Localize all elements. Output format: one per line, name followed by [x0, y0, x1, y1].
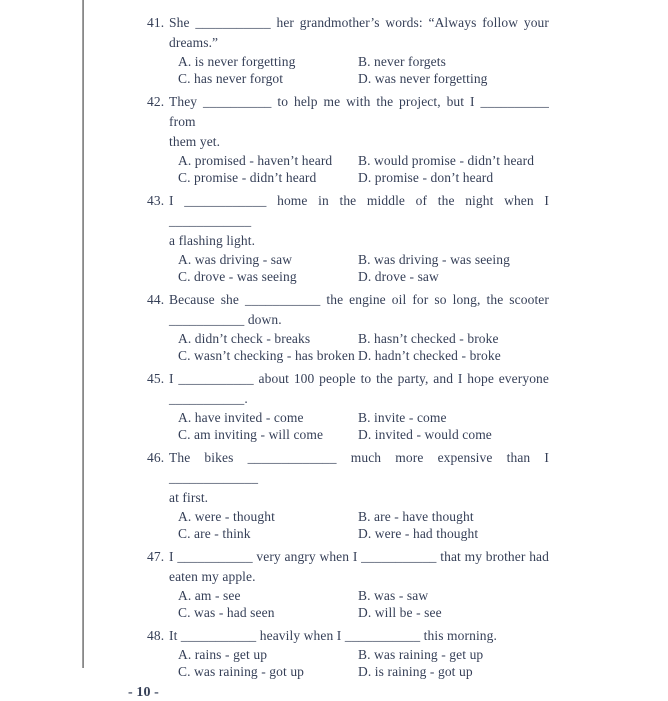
question-number: 43.	[147, 193, 165, 208]
option-b: B. hasn’t checked - broke	[358, 331, 499, 346]
question-number: 47.	[147, 549, 165, 564]
option-d: D. will be - see	[358, 605, 442, 620]
question-stem	[147, 290, 549, 330]
options-row	[178, 646, 549, 663]
question-43	[147, 191, 549, 285]
question-stem	[147, 13, 549, 53]
options-row	[178, 251, 549, 268]
stem-line-1: I ___________ about 100 people to the party, and I hope everyone	[169, 371, 549, 386]
option-b: B. would promise - didn’t heard	[358, 153, 535, 168]
question-48	[147, 626, 549, 680]
option-d: D. invited - would come	[358, 427, 492, 442]
question-number: 46.	[147, 450, 165, 465]
stem-line-1: She ___________ her grandmother’s words: “Always follow your	[169, 15, 549, 30]
question-number: 48.	[147, 628, 165, 643]
option-d: D. hadn’t checked - broke	[358, 348, 501, 363]
options-row	[178, 525, 549, 542]
options	[147, 152, 549, 186]
option-a: A. promised - haven’t heard	[178, 153, 333, 168]
options	[147, 508, 549, 542]
options-row	[178, 53, 549, 70]
options	[147, 330, 549, 364]
question-stem	[147, 191, 549, 251]
stem-lines	[169, 626, 549, 646]
question-46	[147, 448, 549, 542]
stem-line-2: at first.	[169, 490, 209, 505]
option-c: C. drove - was seeing	[178, 269, 297, 284]
options-row	[178, 330, 549, 347]
stem-lines	[169, 13, 549, 53]
option-d: D. were - had thought	[358, 526, 479, 541]
question-44	[147, 290, 549, 364]
option-c: C. has never forgot	[178, 71, 284, 86]
question-stem	[147, 626, 549, 646]
option-a: A. didn’t check - breaks	[178, 331, 311, 346]
question-45	[147, 369, 549, 443]
stem-lines	[169, 92, 549, 152]
question-42	[147, 92, 549, 186]
option-a: A. was driving - saw	[178, 252, 293, 267]
option-a: A. rains - get up	[178, 647, 268, 662]
question-47	[147, 547, 549, 621]
question-stem	[147, 448, 549, 508]
option-b: B. never forgets	[358, 54, 446, 69]
question-number: 41.	[147, 15, 165, 30]
option-c: C. was - had seen	[178, 605, 275, 620]
options-row	[178, 587, 549, 604]
stem-line-2: ___________ down.	[169, 312, 282, 327]
question-number: 42.	[147, 94, 165, 109]
page-number: - 10 -	[128, 685, 159, 700]
option-c: C. am inviting - will come	[178, 427, 324, 442]
stem-line-1: It ___________ heavily when I ___________ this morning.	[169, 628, 497, 643]
option-a: A. were - thought	[178, 509, 275, 524]
option-d: D. drove - saw	[358, 269, 439, 284]
stem-line-1: Because she ___________ the engine oil for so long, the scooter	[169, 292, 549, 307]
question-stem	[147, 369, 549, 409]
options	[147, 646, 549, 680]
options	[147, 251, 549, 285]
stem-line-1: I ___________ very angry when I ___________ that my brother had	[169, 549, 549, 564]
stem-line-1: They __________ to help me with the project, but I __________ from	[169, 94, 549, 129]
stem-line-2: ___________.	[169, 391, 248, 406]
question-number: 45.	[147, 371, 165, 386]
options-row	[178, 508, 549, 525]
option-d: D. promise - don’t heard	[358, 170, 494, 185]
stem-line-2: eaten my apple.	[169, 569, 256, 584]
stem-line-1: I ____________ home in the middle of the night when I ____________	[169, 193, 549, 228]
options	[147, 587, 549, 621]
test-page-content	[128, 13, 549, 701]
option-b: B. was raining - get up	[358, 647, 484, 662]
options-row	[178, 409, 549, 426]
stem-lines	[169, 448, 549, 508]
stem-lines	[169, 290, 549, 330]
options	[147, 53, 549, 87]
stem-lines	[169, 369, 549, 409]
options-row	[178, 663, 549, 680]
question-41	[147, 13, 549, 87]
option-d: D. was never forgetting	[358, 71, 488, 86]
options-row	[178, 152, 549, 169]
stem-line-2: dreams.”	[169, 35, 219, 50]
stem-line-2: a flashing light.	[169, 233, 256, 248]
option-d: D. is raining - got up	[358, 664, 473, 679]
option-a: A. am - see	[178, 588, 241, 603]
stem-lines	[169, 191, 549, 251]
option-b: B. was driving - was seeing	[358, 252, 510, 267]
question-stem	[147, 92, 549, 152]
option-a: A. have invited - come	[178, 410, 304, 425]
option-a: A. is never forgetting	[178, 54, 296, 69]
options-row	[178, 347, 549, 364]
options-row	[178, 426, 549, 443]
options-row	[178, 604, 549, 621]
page-edge-line	[82, 0, 84, 668]
options	[147, 409, 549, 443]
option-c: C. wasn’t checking - has broken	[178, 348, 355, 363]
options-row	[178, 70, 549, 87]
option-c: C. promise - didn’t heard	[178, 170, 317, 185]
option-b: B. invite - come	[358, 410, 447, 425]
stem-lines	[169, 547, 549, 587]
options-row	[178, 169, 549, 186]
option-b: B. are - have thought	[358, 509, 474, 524]
options-row	[178, 268, 549, 285]
stem-line-2: them yet.	[169, 134, 221, 149]
option-b: B. was - saw	[358, 588, 429, 603]
option-c: C. are - think	[178, 526, 251, 541]
stem-line-1: The bikes _____________ much more expensive than I _____________	[169, 450, 549, 485]
option-c: C. was raining - got up	[178, 664, 305, 679]
question-number: 44.	[147, 292, 165, 307]
question-stem	[147, 547, 549, 587]
